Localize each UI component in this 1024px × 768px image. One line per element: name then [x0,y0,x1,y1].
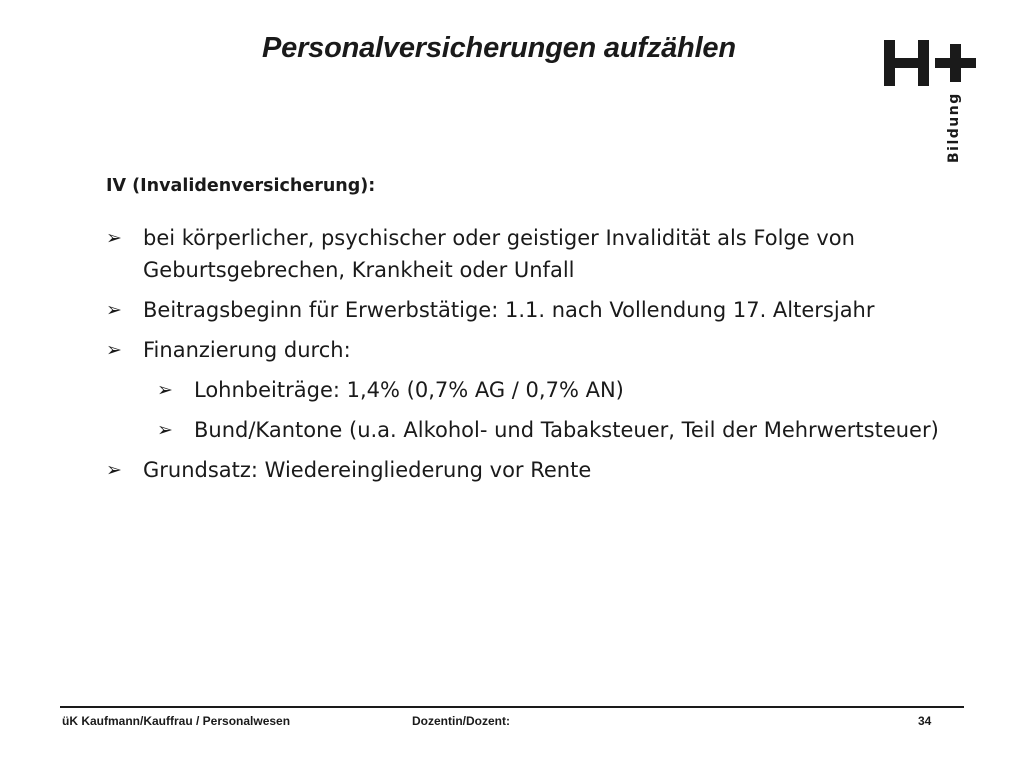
footer-instructor-label: Dozentin/Dozent: [412,714,510,728]
sub-bullet-item [106,374,966,406]
bullet-text: Beitragsbeginn für Erwerbstätige: 1.1. nach Vollendung 17. Altersjahr [143,298,875,322]
logo-subtext: Bildung [946,92,962,163]
section-heading: IV (Invalidenversicherung): [106,176,376,196]
bullet-item [106,294,966,326]
sub-bullet-item [106,414,966,446]
arrow-bullet-icon: ➢ [106,459,122,481]
bullet-list [106,222,966,494]
bullet-text: bei körperlicher, psychischer oder geistiger Invalidität als Folge von Geburtsgebrechen, Krankheit oder Unfall [143,226,855,282]
bullet-text: Finanzierung durch: [143,338,351,362]
footer-divider [60,706,964,708]
arrow-bullet-icon: ➢ [157,379,173,401]
bullet-item [106,334,966,366]
bullet-item [106,222,966,286]
bullet-text: Lohnbeiträge: 1,4% (0,7% AG / 0,7% AN) [194,378,624,402]
arrow-bullet-icon: ➢ [106,339,122,361]
arrow-bullet-icon: ➢ [106,227,122,249]
bullet-item [106,454,966,486]
arrow-bullet-icon: ➢ [106,299,122,321]
footer-page-number: 34 [918,714,932,728]
arrow-bullet-icon: ➢ [157,419,173,441]
slide-title: Personalversicherungen aufzählen [262,32,736,64]
h-plus-logo-mark [884,40,976,90]
bullet-text: Bund/Kantone (u.a. Alkohol- und Tabaksteuer, Teil der Mehrwertsteuer) [194,418,939,442]
h-plus-logo [884,40,976,166]
footer-course: üK Kaufmann/Kauffrau / Personalwesen [62,714,291,728]
bullet-text: Grundsatz: Wiedereingliederung vor Rente [143,458,592,482]
